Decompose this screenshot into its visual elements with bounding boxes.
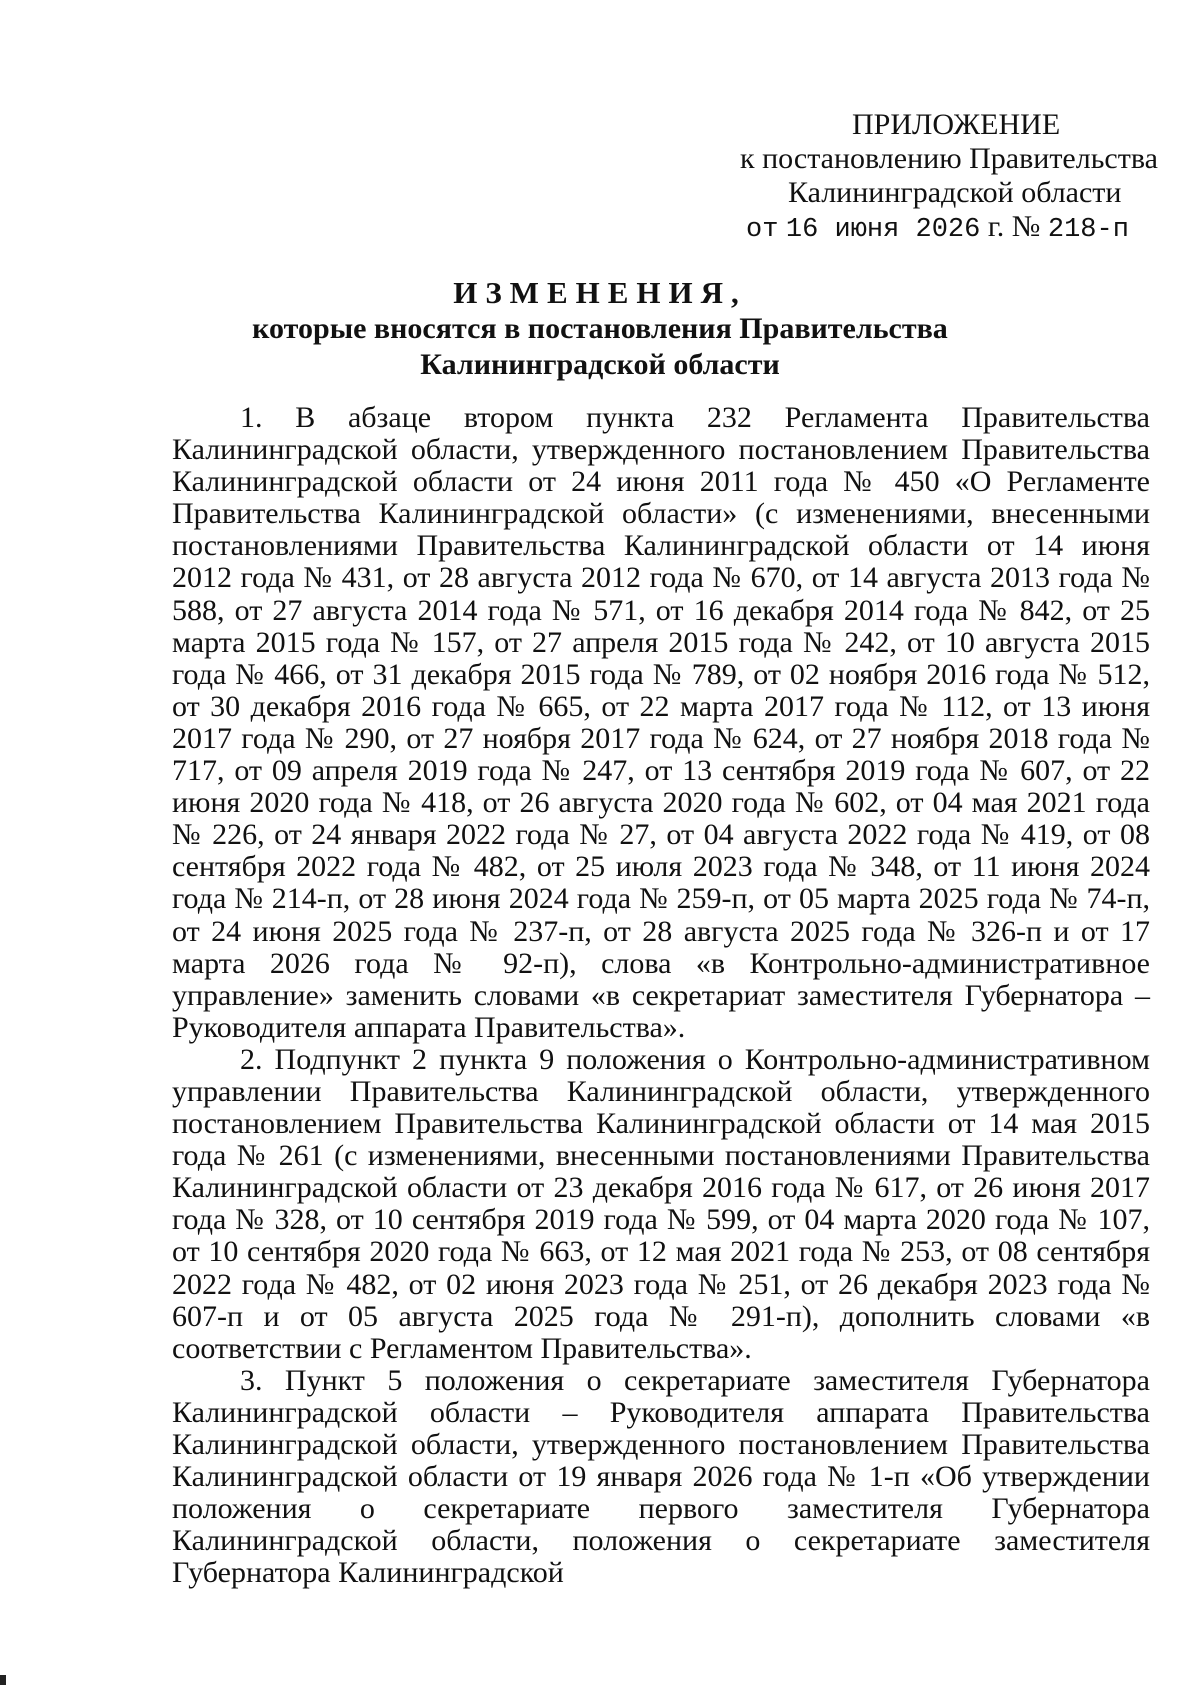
heading-title: ИЗМЕНЕНИЯ, xyxy=(453,275,747,310)
document-body xyxy=(172,402,1150,1589)
appendix-date: 16 июня 2026 xyxy=(785,215,981,245)
paragraph-2: 2. Подпункт 2 пункта 9 положения о Контрольно-административном управлении Правительства Калининградской области, утвержденного постановлением Правительства Калининградской области от 14 мая 2015 года № 261 (с изменениями, внесенными постановлениями Правительства Калининградской области от 23 декабря 2016 года № 617, от 26 июня 2017 года № 328, от 10 сентября 2019 года № 599, от 04 марта 2020 года № 107, от 10 сентября 2020 года № 663, от 12 мая 2021 года № 253, от 08 сентября 2022 года № 482, от 02 июня 2023 года № 251, от 26 декабря 2023 года № 607-п и от 05 августа 2025 года № 291-п), дополнить словами «в соответствии с Регламентом Правительства». xyxy=(172,1042,1150,1365)
appendix-from-prefix: от xyxy=(746,215,779,245)
heading-subtitle: которые вносятся в постановления Правительства xyxy=(252,312,948,345)
appendix-resolution-line: к постановлению Правительства xyxy=(740,142,1158,175)
scan-edge-mark xyxy=(0,1675,6,1685)
appendix-year-suffix: г. № xyxy=(987,210,1041,243)
appendix-date-line xyxy=(740,210,1129,247)
appendix-header xyxy=(740,108,1158,247)
appendix-title: ПРИЛОЖЕНИЕ xyxy=(852,108,1061,141)
paragraph-3: 3. Пункт 5 положения о секретариате заместителя Губернатора Калининградской области – Руководителя аппарата Правительства Калининградской области, утвержденного постановлением Правительства Калининградской области от 19 января 2026 года № 1-п «Об утверждении положения о секретариате первого заместителя Губернатора Калининградской области, положения о секретариате заместителя Губернатора Калининградской xyxy=(172,1363,1150,1590)
appendix-number: 218-п xyxy=(1047,215,1129,245)
paragraph-1: 1. В абзаце втором пункта 232 Регламента Правительства Калининградской области, утвержденного постановлением Правительства Калининградской области от 24 июня 2011 года № 450 «О Регламенте Правительства Калининградской области» (с изменениями, внесенными постановлениями Правительства Калининградской области от 14 июня 2012 года № 431, от 28 августа 2012 года № 670, от 14 августа 2013 года № 588, от 27 августа 2014 года № 571, от 16 декабря 2014 года № 842, от 25 марта 2015 года № 157, от 27 апреля 2015 года № 242, от 10 августа 2015 года № 466, от 31 декабря 2015 года № 789, от 02 ноября 2016 года № 512, от 30 декабря 2016 года № 665, от 22 марта 2017 года № 112, от 13 июня 2017 года № 290, от 27 ноября 2017 года № 624, от 27 ноября 2018 года № 717, от 09 апреля 2019 года № 247, от 13 сентября 2019 года № 607, от 22 июня 2020 года № 418, от 26 августа 2020 года № 602, от 04 мая 2021 года № 226, от 24 января 2022 года № 27, от 04 августа 2022 года № 419, от 08 сентября 2022 года № 482, от 25 июля 2023 года № 348, от 11 июня 2024 года № 214-п, от 28 июня 2024 года № 259-п, от 05 марта 2025 года № 74-п, от 24 июня 2025 года № 237-п, от 28 августа 2025 года № 326-п и от 17 марта 2026 года № 92-п), слова «в Контрольно-административное управление» заменить словами «в секретариат заместителя Губернатора – Руководителя аппарата Правительства». xyxy=(172,401,1150,1044)
document-heading xyxy=(170,275,1030,383)
appendix-region-line: Калининградской области xyxy=(788,176,1122,209)
heading-subtitle-region: Калининградской области xyxy=(420,348,780,381)
